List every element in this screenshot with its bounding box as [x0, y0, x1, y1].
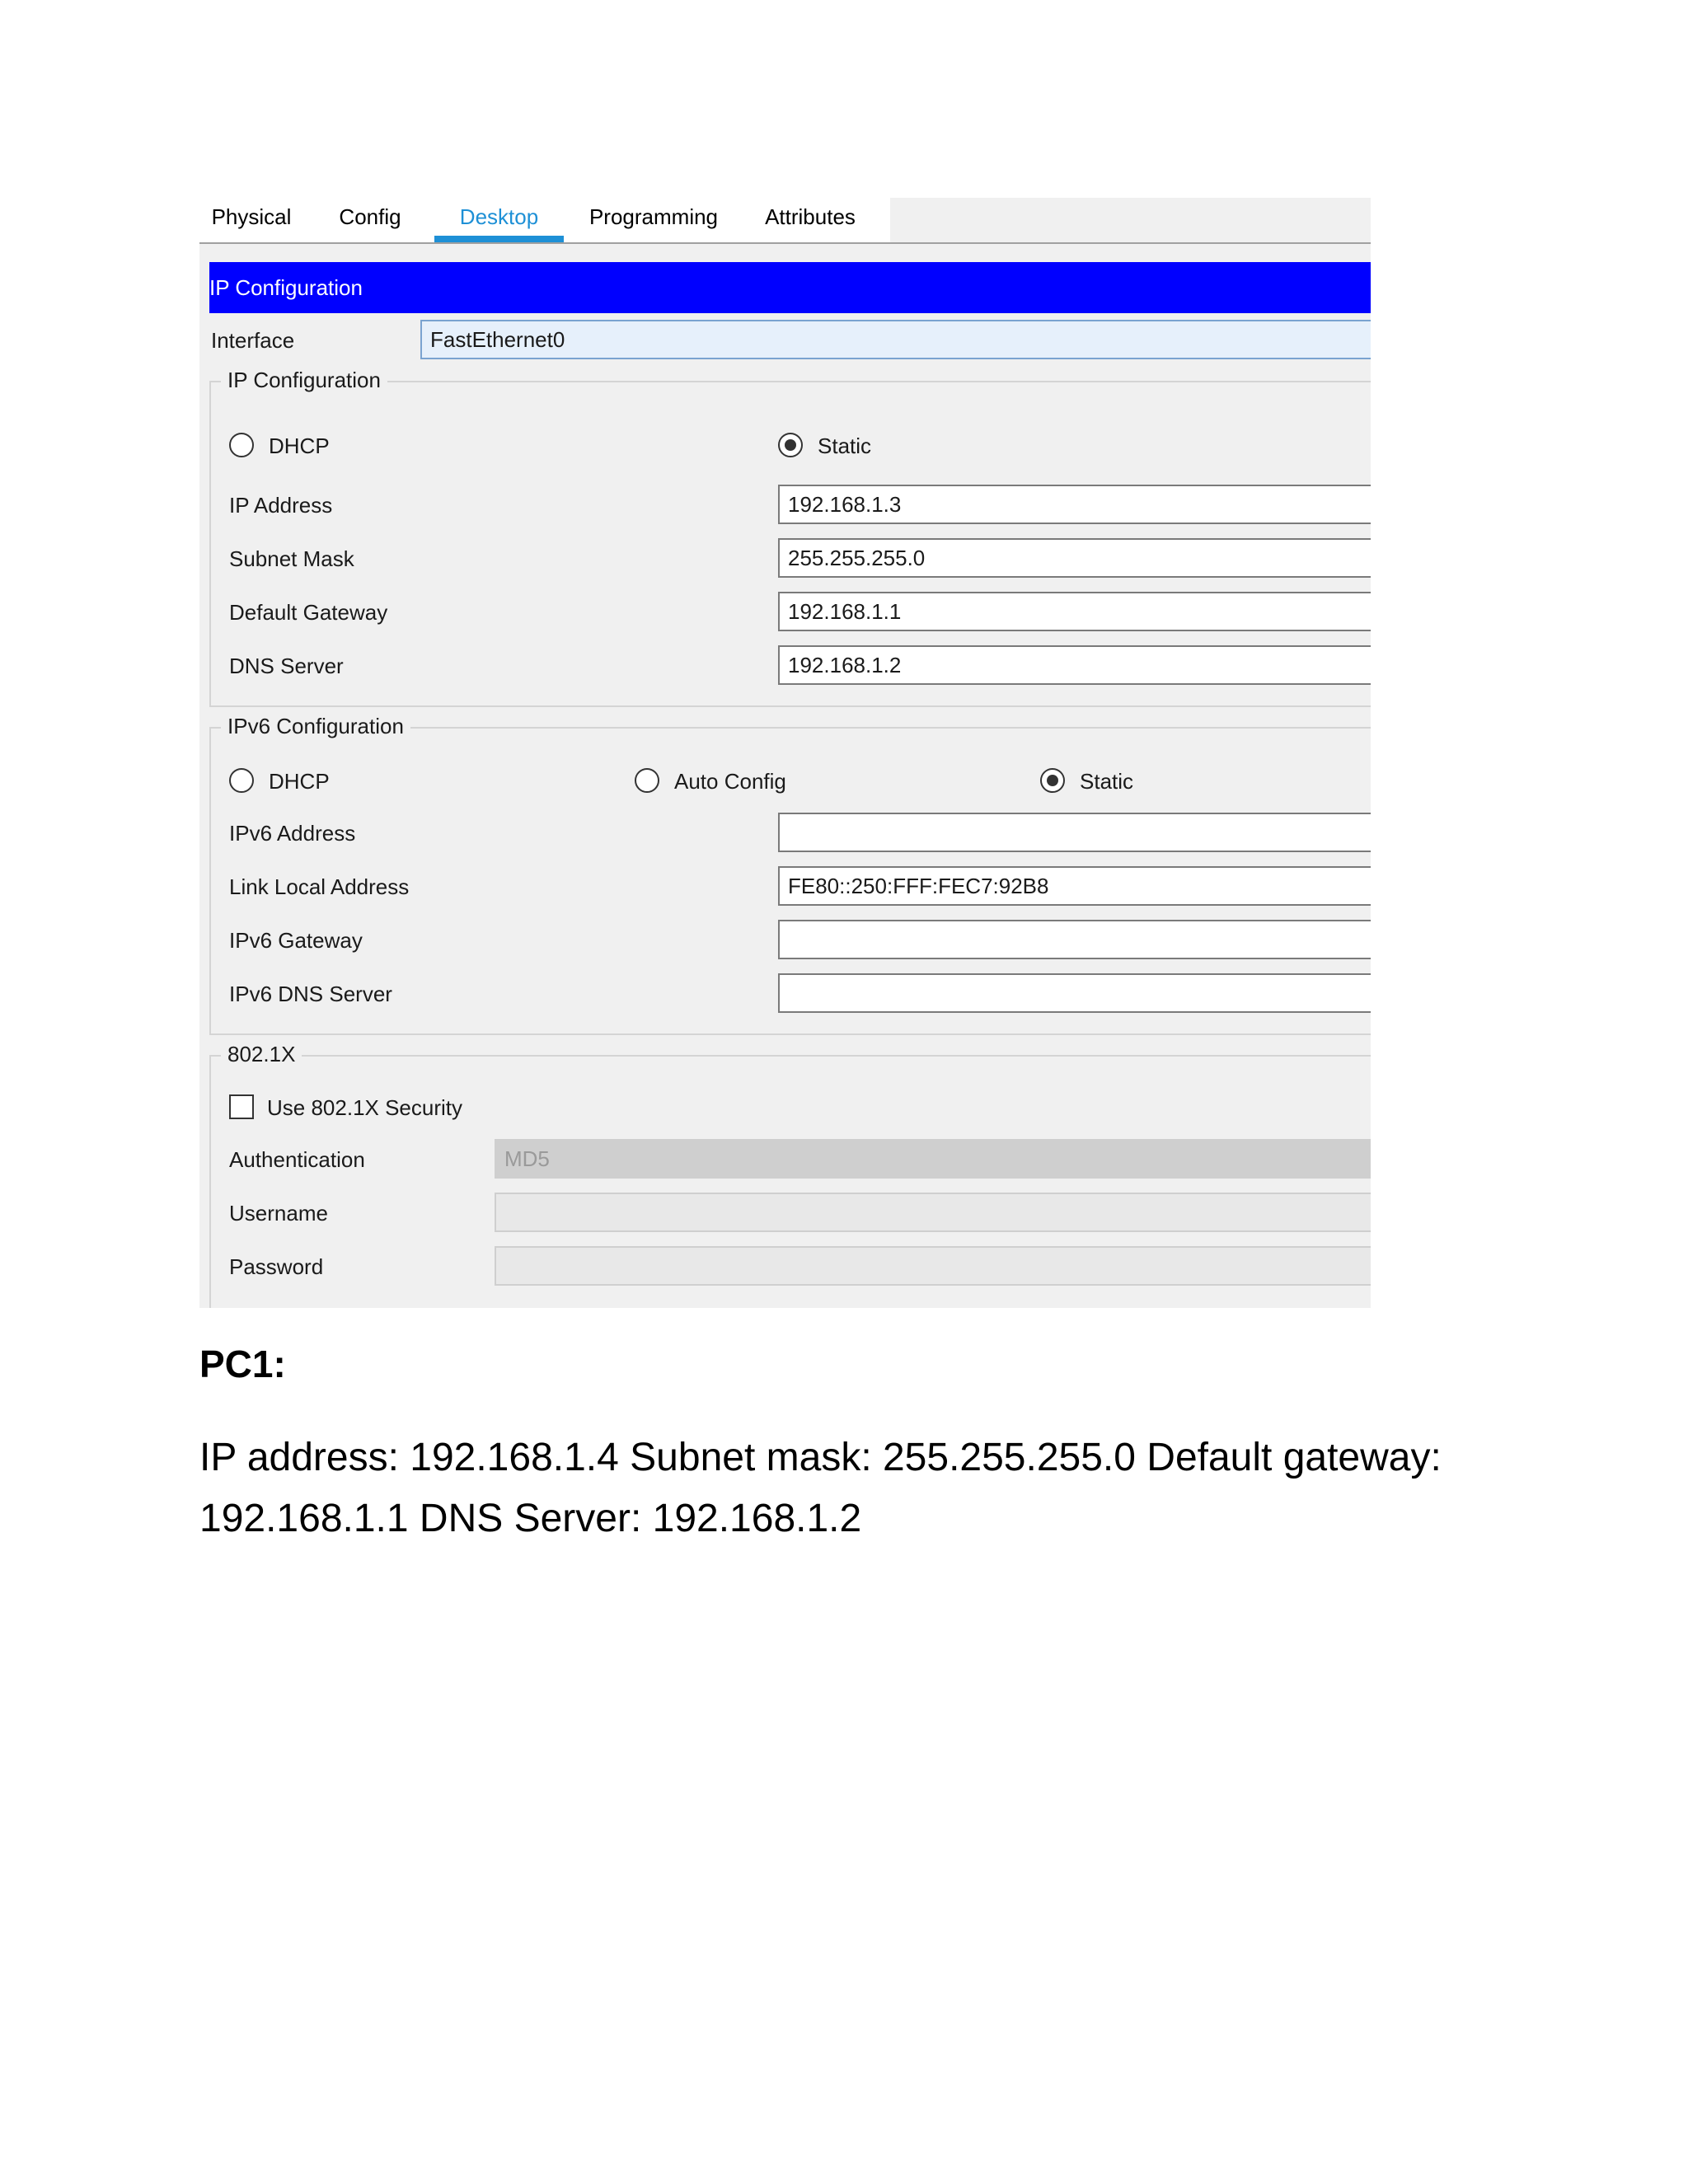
interface-label: Interface — [211, 328, 295, 353]
tab-physical[interactable]: Physical — [211, 204, 292, 229]
subnet-mask-field[interactable]: 255.255.255.0 — [778, 538, 1371, 578]
dns-server-field[interactable]: 192.168.1.2 — [778, 645, 1371, 685]
tab-bar — [199, 198, 1371, 244]
ipv4-static-radio[interactable] — [778, 433, 803, 457]
ipv6-address-label: IPv6 Address — [229, 821, 356, 846]
password-field[interactable] — [495, 1246, 1371, 1286]
default-gateway-field[interactable]: 192.168.1.1 — [778, 592, 1371, 631]
interface-select[interactable]: FastEthernet0 — [420, 320, 1371, 359]
ipv6-address-field[interactable] — [778, 813, 1371, 852]
dot1x-legend: 802.1X — [221, 1042, 302, 1067]
ip-address-label: IP Address — [229, 493, 333, 518]
link-local-address-label: Link Local Address — [229, 874, 410, 899]
pc1-heading: PC1: — [199, 1343, 286, 1385]
ipv6-auto-config-label: Auto Config — [674, 769, 786, 794]
ipv6-dns-server-field[interactable] — [778, 973, 1371, 1013]
tab-config[interactable]: Config — [339, 204, 401, 229]
dns-server-label: DNS Server — [229, 654, 344, 678]
ip-configuration-screenshot — [199, 198, 1371, 1308]
link-local-address-field[interactable]: FE80::250:FFF:FEC7:92B8 — [778, 866, 1371, 906]
use-dot1x-security-label: Use 802.1X Security — [267, 1095, 463, 1120]
tab-desktop[interactable]: Desktop — [434, 198, 564, 242]
tab-attributes[interactable]: Attributes — [765, 204, 856, 229]
ipv6-static-label: Static — [1080, 769, 1134, 794]
username-label: Username — [229, 1201, 328, 1226]
password-label: Password — [229, 1254, 324, 1279]
ipv6-gateway-field[interactable] — [778, 920, 1371, 959]
ipv4-dhcp-label: DHCP — [269, 434, 330, 458]
subnet-mask-label: Subnet Mask — [229, 546, 354, 571]
ipv6-static-radio[interactable] — [1040, 768, 1065, 793]
ipv6-dhcp-radio[interactable] — [229, 768, 254, 793]
default-gateway-label: Default Gateway — [229, 600, 388, 625]
use-dot1x-security-checkbox[interactable] — [229, 1094, 254, 1119]
authentication-label: Authentication — [229, 1147, 365, 1172]
tab-programming[interactable]: Programming — [588, 204, 719, 229]
username-field[interactable] — [495, 1193, 1371, 1232]
ipv4-dhcp-radio[interactable] — [229, 433, 254, 457]
ipv6-config-legend: IPv6 Configuration — [221, 714, 410, 739]
ipv6-dns-server-label: IPv6 DNS Server — [229, 982, 392, 1006]
ipv4-static-label: Static — [818, 434, 872, 458]
ipv6-dhcp-label: DHCP — [269, 769, 330, 794]
authentication-select[interactable]: MD5 — [495, 1139, 1371, 1179]
pc1-settings-paragraph: IP address: 192.168.1.4 Subnet mask: 255.255.255.0 Default gateway: 192.168.1.1 DNS Server: 192.168.1.2 — [199, 1436, 1442, 1540]
ip-configuration-title-bar: IP Configuration — [209, 262, 1371, 313]
ipv6-gateway-label: IPv6 Gateway — [229, 928, 363, 953]
tab-bar-empty-area — [890, 198, 1371, 242]
ipv6-auto-config-radio[interactable] — [635, 768, 659, 793]
ipv4-config-legend: IP Configuration — [221, 368, 387, 393]
ip-address-field[interactable]: 192.168.1.3 — [778, 485, 1371, 524]
